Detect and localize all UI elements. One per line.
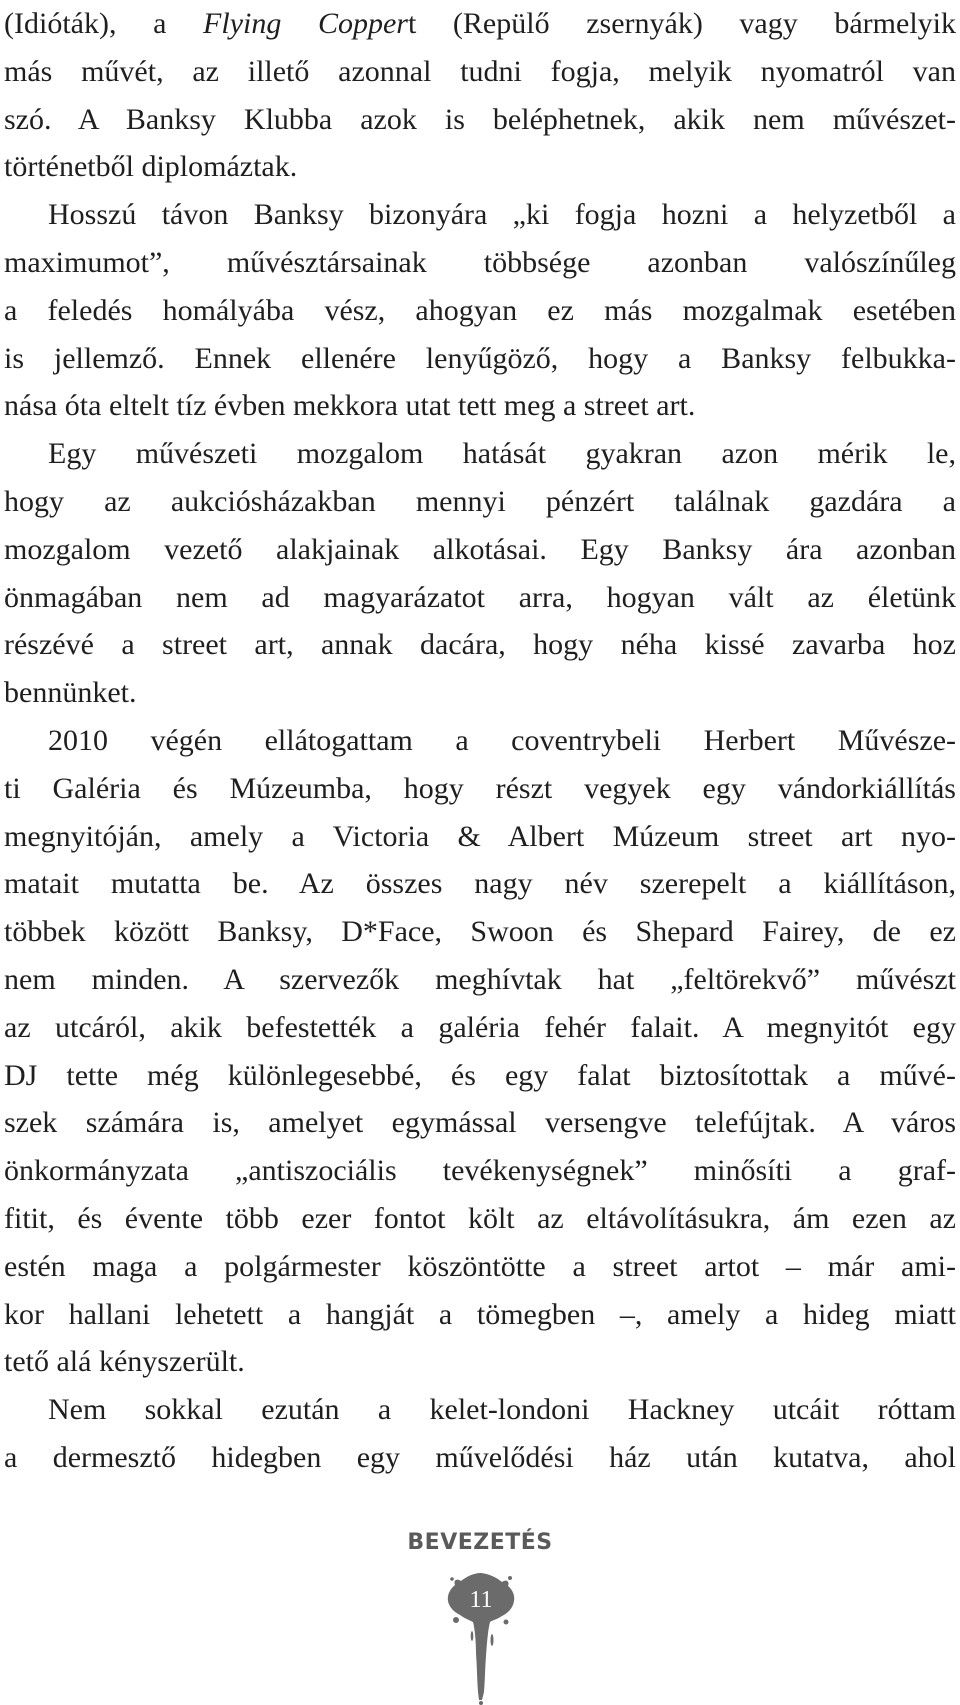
text-line: a dermesztő hidegben egy művelődési ház után kutatva, ahol — [4, 1440, 956, 1474]
chapter-title: BEVEZETÉS — [407, 1530, 553, 1555]
text-line: kor hallani lehetett a hangját a tömegben –, amely a hideg miatt — [4, 1297, 956, 1331]
book-title-emphasis: Flying Copper — [203, 7, 408, 40]
text-line: estén maga a polgármester köszöntötte a street artot – már ami- — [4, 1249, 956, 1283]
text-line: más művét, az illető azonnal tudni fogja, melyik nyomatról van — [4, 54, 956, 88]
text-line: szek számára is, amelyet egymással versengve telefújtak. A város — [4, 1106, 956, 1140]
text-line: tető alá kényszerült. — [4, 1345, 245, 1379]
text-line: történetből diplomáztak. — [4, 150, 298, 184]
text-line: hogy az aukciósházakban mennyi pénzért találnak gazdára a — [4, 484, 956, 518]
text-line: az utcáról, akik befestették a galéria fehér falait. A megnyitót egy — [4, 1010, 956, 1044]
text-line: fitit, és évente több ezer fontot költ az eltávolításukra, ám ezen az — [4, 1201, 956, 1235]
text-line: Nem sokkal ezután a kelet-londoni Hackney utcáit róttam — [48, 1393, 956, 1427]
text-line: többek között Banksy, D*Face, Swoon és Shepard Fairey, de ez — [4, 915, 956, 949]
text-line: maximumot”, művésztársainak többsége azonban valószínűleg — [4, 245, 956, 279]
text-line: szó. A Banksy Klubba azok is beléphetnek, akik nem művészet- — [4, 102, 956, 136]
text-line: mozgalom vezető alakjainak alkotásai. Egy Banksy ára azonban — [4, 532, 956, 566]
text-line: matait mutatta be. Az összes nagy név szerepelt a kiállításon, — [4, 867, 956, 901]
text-line: nása óta eltelt tíz évben mekkora utat tett meg a street art. — [4, 389, 696, 423]
text-line: Egy művészeti mozgalom hatását gyakran azon mérik le, — [48, 437, 956, 471]
body-text — [4, 0, 956, 1482]
text-line: önmagában nem ad magyarázatot arra, hogyan vált az életünk — [4, 580, 956, 614]
page-number: 11 — [469, 1587, 493, 1613]
text-line: ti Galéria és Múzeumba, hogy részt vegyek egy vándorkiállítás — [4, 771, 956, 805]
text-line: is jellemző. Ennek ellenére lenyűgöző, hogy a Banksy felbukka- — [4, 341, 956, 375]
text-line: részévé a street art, annak dacára, hogy néha kissé zavarba hoz — [4, 628, 956, 662]
text-line: megnyitóján, amely a Victoria & Albert Múzeum street art nyo- — [4, 819, 956, 853]
text-line: (Idióták), a Flying Coppert (Repülő zsernyák) vagy bármelyik — [4, 7, 956, 40]
text-line: 2010 végén ellátogattam a coventrybeli Herbert Művésze- — [48, 723, 956, 757]
text-line: a feledés homályába vész, ahogyan ez más mozgalmak esetében — [4, 293, 956, 327]
text-line: DJ tette még különlegesebbé, és egy falat biztosítottak a művé- — [4, 1058, 956, 1092]
text-line: önkormányzata „antiszociális tevékenységnek” minősíti a graf- — [4, 1154, 956, 1188]
text-line: Hosszú távon Banksy bizonyára „ki fogja hozni a helyzetből a — [48, 198, 956, 232]
text-line: nem minden. A szervezők meghívtak hat „feltörekvő” művészt — [4, 962, 956, 996]
text-line: bennünket. — [4, 676, 137, 710]
